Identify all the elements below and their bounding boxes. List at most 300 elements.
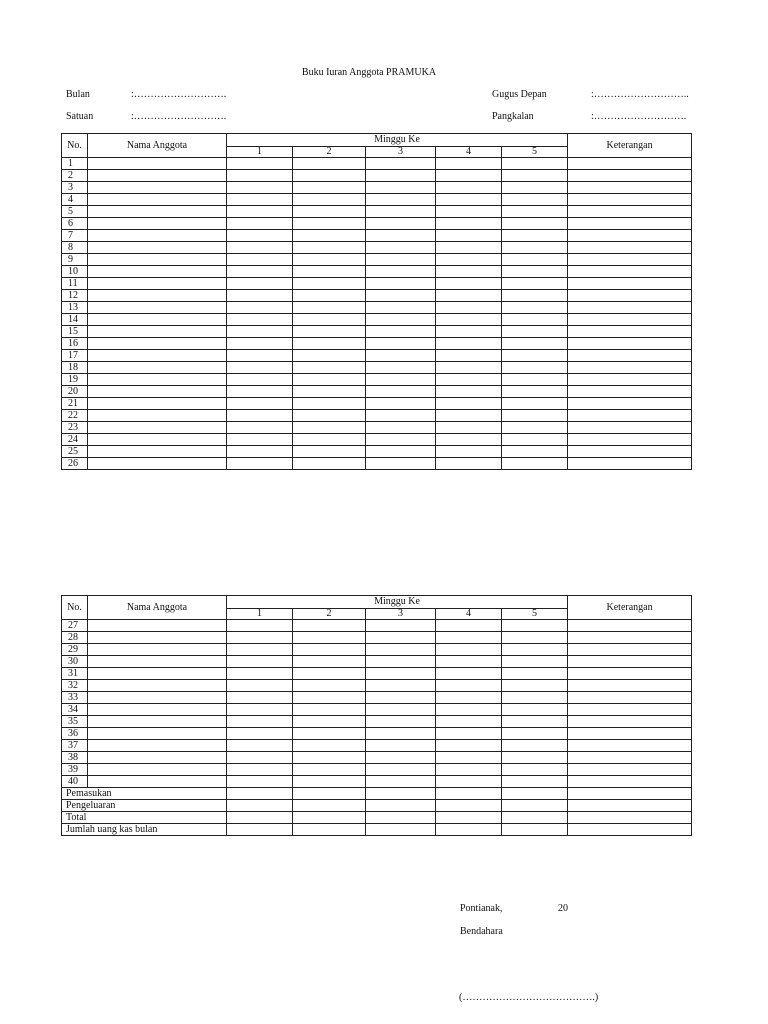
table-cell <box>293 386 366 398</box>
table-cell <box>293 800 366 812</box>
table-row <box>62 422 692 434</box>
row-number: 2 <box>62 170 88 182</box>
table-row <box>62 458 692 470</box>
table-cell <box>366 740 436 752</box>
table-cell <box>366 434 436 446</box>
table-row <box>62 668 692 680</box>
table-row <box>62 374 692 386</box>
table-row <box>62 194 692 206</box>
table-cell <box>502 338 568 350</box>
header-keterangan: Keterangan <box>568 134 692 158</box>
table-cell <box>227 740 293 752</box>
table-cell <box>568 632 692 644</box>
table-cell <box>88 716 227 728</box>
table-cell <box>366 656 436 668</box>
table-cell <box>436 644 502 656</box>
table-cell <box>568 290 692 302</box>
table-cell <box>227 242 293 254</box>
table-cell <box>366 752 436 764</box>
table-cell <box>366 194 436 206</box>
table-row <box>62 242 692 254</box>
table-cell <box>568 362 692 374</box>
table-cell <box>227 158 293 170</box>
table-cell <box>227 290 293 302</box>
table-cell <box>502 644 568 656</box>
table-cell <box>293 158 366 170</box>
table-cell <box>293 398 366 410</box>
table-cell <box>293 278 366 290</box>
row-number: 11 <box>62 278 88 290</box>
table-cell <box>293 434 366 446</box>
table-cell <box>436 350 502 362</box>
table-cell <box>88 692 227 704</box>
table-row <box>62 326 692 338</box>
table-cell <box>227 812 293 824</box>
table-cell <box>366 278 436 290</box>
row-number: 24 <box>62 434 88 446</box>
table-cell <box>436 824 502 836</box>
table-cell <box>366 728 436 740</box>
table-cell <box>502 812 568 824</box>
table-cell <box>227 692 293 704</box>
table-cell <box>366 362 436 374</box>
table-cell <box>502 824 568 836</box>
table-cell <box>436 656 502 668</box>
table-cell <box>88 206 227 218</box>
summary-label: Pengeluaran <box>62 800 227 812</box>
table-row <box>62 266 692 278</box>
table-cell <box>227 788 293 800</box>
table-cell <box>293 752 366 764</box>
row-number: 3 <box>62 182 88 194</box>
table-cell <box>502 194 568 206</box>
table-cell <box>366 326 436 338</box>
row-number: 15 <box>62 326 88 338</box>
table-row <box>62 338 692 350</box>
table-cell <box>502 632 568 644</box>
header-week-2: 2 <box>293 609 366 620</box>
table-cell <box>568 350 692 362</box>
table-cell <box>227 170 293 182</box>
table-row <box>62 254 692 266</box>
table-cell <box>227 386 293 398</box>
table-cell <box>366 644 436 656</box>
table-row <box>62 752 692 764</box>
table-cell <box>568 338 692 350</box>
row-number: 10 <box>62 266 88 278</box>
table-cell <box>502 776 568 788</box>
table-cell <box>88 632 227 644</box>
table-cell <box>227 704 293 716</box>
table-row <box>62 434 692 446</box>
table-cell <box>293 620 366 632</box>
table-cell <box>436 314 502 326</box>
table-cell <box>366 632 436 644</box>
row-number: 23 <box>62 422 88 434</box>
table-cell <box>88 314 227 326</box>
table-cell <box>366 242 436 254</box>
table-cell <box>88 266 227 278</box>
table-cell <box>436 434 502 446</box>
table-cell <box>227 230 293 242</box>
table-cell <box>293 182 366 194</box>
row-number: 29 <box>62 644 88 656</box>
table-cell <box>293 788 366 800</box>
table-cell <box>227 644 293 656</box>
table-cell <box>293 812 366 824</box>
table-cell <box>436 668 502 680</box>
table-cell <box>502 788 568 800</box>
table-row <box>62 206 692 218</box>
table-cell <box>227 254 293 266</box>
table-cell <box>227 362 293 374</box>
table-cell <box>293 266 366 278</box>
table-cell <box>436 620 502 632</box>
table-cell <box>366 680 436 692</box>
table-cell <box>88 254 227 266</box>
row-number: 22 <box>62 410 88 422</box>
table-cell <box>436 302 502 314</box>
table-cell <box>88 230 227 242</box>
table-cell <box>88 338 227 350</box>
table-cell <box>293 824 366 836</box>
header-week-5: 5 <box>502 609 568 620</box>
table-cell <box>88 446 227 458</box>
table-cell <box>568 242 692 254</box>
table-cell <box>568 656 692 668</box>
header-nama-anggota: Nama Anggota <box>88 134 227 158</box>
table-cell <box>227 350 293 362</box>
table-1-body <box>62 158 692 470</box>
table-cell <box>502 350 568 362</box>
table-cell <box>436 386 502 398</box>
table-cell <box>88 374 227 386</box>
footer-year: 20 <box>558 903 568 914</box>
table-cell <box>502 254 568 266</box>
table-cell <box>88 704 227 716</box>
table-cell <box>436 266 502 278</box>
table-cell <box>568 194 692 206</box>
table-cell <box>568 314 692 326</box>
row-number: 1 <box>62 158 88 170</box>
table-cell <box>88 350 227 362</box>
table-cell <box>436 278 502 290</box>
table-cell <box>227 326 293 338</box>
table-row <box>62 386 692 398</box>
table-cell <box>568 680 692 692</box>
table-cell <box>293 338 366 350</box>
table-cell <box>293 728 366 740</box>
table-row <box>62 398 692 410</box>
table-cell <box>293 656 366 668</box>
table-cell <box>227 656 293 668</box>
table-cell <box>88 422 227 434</box>
table-cell <box>227 398 293 410</box>
row-number: 31 <box>62 668 88 680</box>
header-week-3: 3 <box>366 609 436 620</box>
table-cell <box>366 170 436 182</box>
table-cell <box>568 716 692 728</box>
table-cell <box>88 410 227 422</box>
table-cell <box>568 800 692 812</box>
table-cell <box>568 704 692 716</box>
table-cell <box>502 740 568 752</box>
table-cell <box>436 800 502 812</box>
table-cell <box>366 290 436 302</box>
table-cell <box>436 290 502 302</box>
table-cell <box>366 704 436 716</box>
table-cell <box>88 242 227 254</box>
table-cell <box>366 620 436 632</box>
table-cell <box>227 314 293 326</box>
table-cell <box>502 374 568 386</box>
table-cell <box>502 398 568 410</box>
row-number: 14 <box>62 314 88 326</box>
table-cell <box>88 656 227 668</box>
table-cell <box>88 752 227 764</box>
summary-row <box>62 800 692 812</box>
table-cell <box>227 194 293 206</box>
table-cell <box>436 812 502 824</box>
table-cell <box>436 776 502 788</box>
table-cell <box>502 158 568 170</box>
table-cell <box>293 410 366 422</box>
satuan-label: Satuan <box>66 111 94 122</box>
table-cell <box>436 254 502 266</box>
table-cell <box>502 434 568 446</box>
table-row <box>62 290 692 302</box>
table-cell <box>568 458 692 470</box>
table-row <box>62 182 692 194</box>
row-number: 18 <box>62 362 88 374</box>
header-minggu-ke: Minggu Ke <box>227 134 568 147</box>
table-cell <box>568 158 692 170</box>
table-cell <box>568 692 692 704</box>
table-cell <box>227 278 293 290</box>
table-cell <box>293 680 366 692</box>
table-cell <box>88 458 227 470</box>
table-cell <box>366 668 436 680</box>
table-cell <box>227 728 293 740</box>
table-cell <box>568 776 692 788</box>
row-number: 28 <box>62 632 88 644</box>
table-cell <box>88 620 227 632</box>
table-cell <box>227 446 293 458</box>
table-cell <box>293 302 366 314</box>
table-row <box>62 170 692 182</box>
table-cell <box>293 422 366 434</box>
row-number: 26 <box>62 458 88 470</box>
table-cell <box>568 752 692 764</box>
table-cell <box>436 704 502 716</box>
table-cell <box>227 680 293 692</box>
table-row <box>62 218 692 230</box>
table-cell <box>436 752 502 764</box>
table-cell <box>436 716 502 728</box>
row-number: 13 <box>62 302 88 314</box>
header-nama-anggota: Nama Anggota <box>88 596 227 620</box>
table-cell <box>568 302 692 314</box>
table-cell <box>227 620 293 632</box>
row-number: 30 <box>62 656 88 668</box>
table-2-body <box>62 620 692 836</box>
table-cell <box>568 740 692 752</box>
table-cell <box>227 218 293 230</box>
table-cell <box>227 800 293 812</box>
table-cell <box>293 350 366 362</box>
table-cell <box>227 206 293 218</box>
table-row <box>62 632 692 644</box>
table-cell <box>227 716 293 728</box>
summary-label: Pemasukan <box>62 788 227 800</box>
table-cell <box>293 446 366 458</box>
table-cell <box>88 182 227 194</box>
table-cell <box>568 374 692 386</box>
table-cell <box>502 302 568 314</box>
table-cell <box>436 194 502 206</box>
table-cell <box>293 254 366 266</box>
table-cell <box>568 386 692 398</box>
table-cell <box>436 230 502 242</box>
table-cell <box>88 290 227 302</box>
table-cell <box>436 764 502 776</box>
table-cell <box>436 446 502 458</box>
table-cell <box>88 764 227 776</box>
table-cell <box>293 740 366 752</box>
table-row <box>62 230 692 242</box>
table-cell <box>227 764 293 776</box>
table-cell <box>366 338 436 350</box>
header-no: No. <box>62 134 88 158</box>
table-cell <box>293 374 366 386</box>
table-cell <box>293 362 366 374</box>
table-cell <box>502 242 568 254</box>
table-cell <box>568 446 692 458</box>
summary-row <box>62 824 692 836</box>
table-cell <box>436 692 502 704</box>
table-row <box>62 740 692 752</box>
table-cell <box>293 458 366 470</box>
table-cell <box>227 422 293 434</box>
table-cell <box>568 218 692 230</box>
table-cell <box>88 194 227 206</box>
table-row <box>62 410 692 422</box>
table-row <box>62 764 692 776</box>
table-cell <box>88 668 227 680</box>
table-row <box>62 350 692 362</box>
row-number: 34 <box>62 704 88 716</box>
table-cell <box>502 218 568 230</box>
table-row <box>62 692 692 704</box>
table-cell <box>366 218 436 230</box>
table-cell <box>436 374 502 386</box>
summary-row <box>62 788 692 800</box>
footer-place: Pontianak, <box>460 903 503 914</box>
table-cell <box>568 410 692 422</box>
table-cell <box>436 422 502 434</box>
table-row <box>62 278 692 290</box>
table-cell <box>502 170 568 182</box>
table-cell <box>502 314 568 326</box>
table-cell <box>502 266 568 278</box>
table-cell <box>293 242 366 254</box>
row-number: 17 <box>62 350 88 362</box>
table-cell <box>568 206 692 218</box>
row-number: 8 <box>62 242 88 254</box>
footer-role: Bendahara <box>460 926 503 937</box>
row-number: 27 <box>62 620 88 632</box>
row-number: 21 <box>62 398 88 410</box>
table-cell <box>88 434 227 446</box>
table-cell <box>88 362 227 374</box>
summary-row <box>62 812 692 824</box>
summary-label: Jumlah uang kas bulan <box>62 824 227 836</box>
row-number: 37 <box>62 740 88 752</box>
row-number: 5 <box>62 206 88 218</box>
table-cell <box>88 170 227 182</box>
table-cell <box>502 692 568 704</box>
table-cell <box>293 290 366 302</box>
row-number: 40 <box>62 776 88 788</box>
table-cell <box>88 728 227 740</box>
table-cell <box>436 410 502 422</box>
table-cell <box>568 620 692 632</box>
gugus-depan-value: :……………………….. <box>591 89 689 100</box>
table-cell <box>366 314 436 326</box>
table-cell <box>366 206 436 218</box>
table-cell <box>88 776 227 788</box>
table-cell <box>88 740 227 752</box>
table-cell <box>436 728 502 740</box>
table-cell <box>293 230 366 242</box>
header-week-2: 2 <box>293 147 366 158</box>
table-row <box>62 644 692 656</box>
table-cell <box>366 254 436 266</box>
table-cell <box>502 278 568 290</box>
table-cell <box>227 776 293 788</box>
header-week-3: 3 <box>366 147 436 158</box>
table-cell <box>227 374 293 386</box>
bulan-label: Bulan <box>66 89 90 100</box>
pangkalan-label: Pangkalan <box>492 111 534 122</box>
table-cell <box>366 398 436 410</box>
table-cell <box>293 194 366 206</box>
table-cell <box>366 422 436 434</box>
table-cell <box>227 182 293 194</box>
row-number: 38 <box>62 752 88 764</box>
row-number: 19 <box>62 374 88 386</box>
header-no: No. <box>62 596 88 620</box>
table-cell <box>227 302 293 314</box>
table-row <box>62 158 692 170</box>
table-cell <box>502 206 568 218</box>
table-cell <box>568 668 692 680</box>
table-cell <box>366 386 436 398</box>
row-number: 33 <box>62 692 88 704</box>
table-cell <box>227 410 293 422</box>
row-number: 6 <box>62 218 88 230</box>
table-row <box>62 680 692 692</box>
table-cell <box>227 434 293 446</box>
table-row <box>62 704 692 716</box>
table-cell <box>436 398 502 410</box>
gugus-depan-label: Gugus Depan <box>492 89 547 100</box>
table-cell <box>88 302 227 314</box>
table-cell <box>502 680 568 692</box>
table-cell <box>568 788 692 800</box>
row-number: 4 <box>62 194 88 206</box>
table-row <box>62 728 692 740</box>
